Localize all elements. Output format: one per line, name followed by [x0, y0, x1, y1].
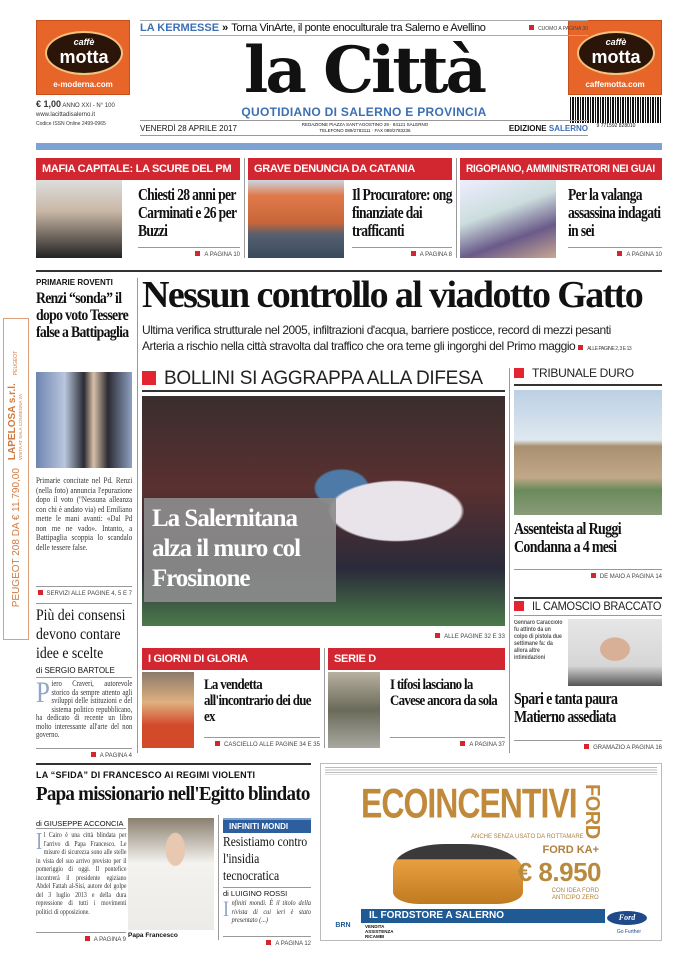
caracciolo-photo	[568, 619, 662, 686]
kicker-bar[interactable]: LA KERMESSE » Torna VinArte, il ponte enoculturale tra Salerno e Avellino CUOMO A PAGINA 30	[140, 22, 588, 34]
carminati-photo	[36, 180, 122, 258]
sport-headline: La Salernitana alza il muro col Frosinone	[144, 498, 336, 602]
top-story-3[interactable]: RIGOPIANO, AMMINISTRATORI NEI GUAI Per la valanga assassina indagati in sei A PAGINA 10	[460, 158, 662, 258]
right-ad-caffe-motta[interactable]: caffè motta caffemotta.com	[568, 20, 662, 95]
lead-headline[interactable]: Nessun controllo al viadotto Gatto	[142, 274, 643, 316]
section-rule	[36, 270, 662, 272]
section-camoscio: IL CAMOSCIO BRACCATO	[514, 597, 662, 616]
hospital-photo	[514, 390, 662, 515]
header-rule	[36, 143, 662, 150]
couple-photo	[460, 180, 556, 258]
sub-story-serie-d[interactable]: SERIE D I tifosi lasciano la Cavese ancora da sola A PAGINA 37	[328, 648, 505, 748]
section-bollini: BOLLINI SI AGGRAPPA ALLA DIFESA	[142, 368, 505, 392]
ford-logo: Ford	[607, 911, 647, 925]
papa-headline[interactable]: Papa missionario nell'Egitto blindato	[36, 783, 310, 805]
masthead: la Città	[244, 33, 484, 108]
ad-fine-print	[325, 767, 657, 775]
motta-logo: caffè motta	[45, 31, 123, 75]
top-story-1[interactable]: MAFIA CAPITALE: LA SCURE DEL PM Chiesti 28 anni per Carminati e 26 per Buzzi A PAGINA 10	[36, 158, 240, 258]
lead-subhead: Ultima verifica strutturale nel 2005, infiltrazioni d'acqua, barriere posticce, record di mezzi pesanti Arteria a rischio nella città stravolta dal traffico che ora teme gli ingorghi del Primo maggio ALLE PAGINE 2, 3 E 13	[142, 323, 632, 353]
camoscio-headline[interactable]: Spari e tanta paura Matierno assediata	[514, 689, 618, 726]
opinion-title[interactable]: Più dei consensi devono contare idee e scelte	[36, 607, 126, 662]
renzi-body: Primarie concitate nel Pd. Renzi (nella foto) annuncia l'epurazione dopo il voto ("Nessuna alleanza con chi è andato via) ed Emiliano mette le mani avanti: «Dal Pd non me ne vado». Intanto, a Battipaglia scoppia lo scandalo delle tessere false.	[36, 475, 133, 552]
masthead-subtitle: QUOTIDIANO DI SALERNO E PROVINCIA	[241, 105, 487, 119]
renzi-photo	[36, 372, 132, 468]
brn-logo: BRN	[335, 922, 351, 929]
tribunale-headline[interactable]: Assenteista al Ruggi Condanna a 4 mesi	[514, 519, 621, 556]
left-ad-caffe-motta[interactable]: caffè motta e-moderna.com	[36, 20, 130, 95]
top-story-2[interactable]: GRAVE DENUNCIA DA CATANIA Il Procuratore: ong finanziate dai trafficanti A PAGINA 8	[248, 158, 452, 258]
papa-body: Il Cairo è una città blindata per l'arrivo di Papa Francesco. Le misure di sicurezza sono alle stelle in vista del suo arrivo previsto per il pomeriggio di oggi. Il pontefice incontrerà il presidente egiziano Abdel Fattah al-Sisi, autore del golpe del 3 luglio 2013 e della dura repressione di tutti i movimenti politici di opposizione.	[36, 829, 127, 916]
player-photo	[142, 672, 194, 748]
section-tribunale: TRIBUNALE DURO	[514, 366, 662, 386]
ship-photo	[248, 180, 344, 258]
side-ad-peugeot[interactable]: PEUGEOT 208 DA € 11.790,00 LAPELOSA s.r.l. VISITA AT SALA CONSEGNA 2A PEUGEOT	[3, 318, 29, 640]
opinion-body: Piero Craveri, autorevole storico da sempre attento agli sviluppi delle istituzioni e del sistema politico repubblicano, ha dedicato di recente un libro molto interessante all'arte del non governo.	[36, 676, 133, 739]
fans-photo	[328, 672, 380, 748]
ford-ad[interactable]: ECOINCENTIVI FORD ANCHE SENZA USATO DA ROTTAMARE FORD KA+ € 8.950 CON IDEA FORD ANTICIPO ZERO IL FORDSTORE A SALERNO VENDITA ASSISTENZA RICAMBI BRN Ford Go Further	[320, 763, 662, 941]
renzi-story[interactable]: PRIMARIE ROVENTI Renzi “sonda” il dopo voto Tessere false a Battipaglia	[36, 278, 129, 341]
date-line: VENERDÌ 28 APRILE 2017 REDAZIONE PIAZZA SANT'AGOSTINO 29 · 84121 SALERNO TELEFONO 089/2783111 · FAX 089/2783236 EDIZIONE SALERNO	[140, 120, 588, 136]
ford-ka-car	[393, 844, 523, 904]
motta-logo: caffè motta	[577, 31, 655, 75]
football-photo[interactable]	[142, 396, 505, 626]
column-title[interactable]: Resistiamo contro l'insidia tecnocratica	[223, 835, 308, 884]
sub-story-gloria[interactable]: I GIORNI DI GLORIA La vendetta all'incontrario dei due ex CASCIELLO ALLE PAGINE 34 E 35	[142, 648, 320, 748]
barcode: 9 771592 828010	[570, 97, 662, 127]
papa-photo	[128, 818, 214, 930]
price-info: € 1,00 ANNO XXI - N° 100 www.lacittadisalerno.it Codice ISSN Online 2499-0965	[36, 99, 115, 127]
